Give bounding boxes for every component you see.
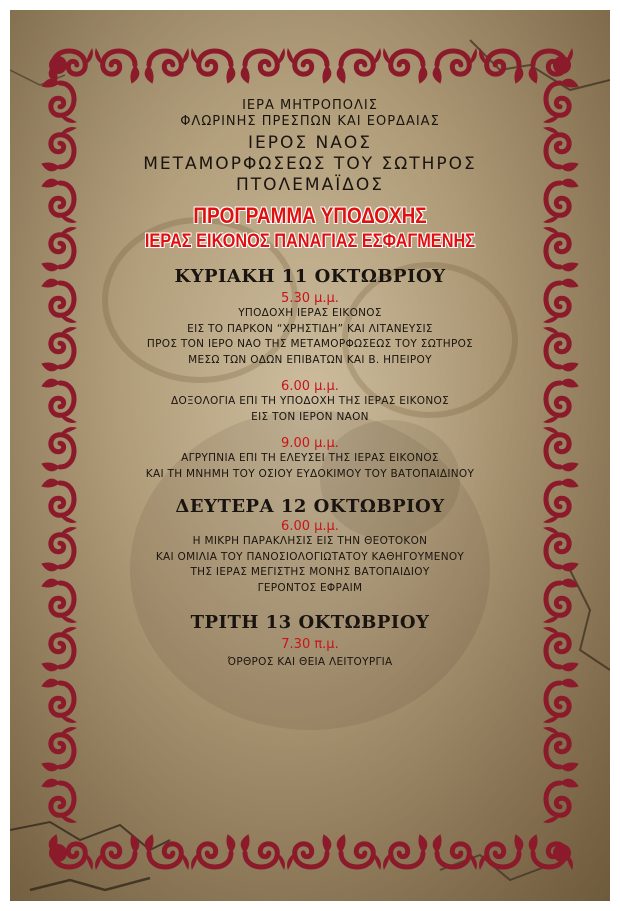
corner-rosette — [553, 56, 571, 74]
scroll-ornament — [41, 179, 77, 223]
church-line-1: ΙΕΡΟΣ ΝΑΟΣ — [247, 133, 372, 153]
event-time: 9.00 μ.μ. — [281, 436, 339, 451]
scroll-ornament — [337, 48, 381, 84]
scroll-ornament — [543, 527, 579, 571]
day-title: ΚΥΡΙΑΚΗ 11 ΟΚΤΩΒΡΙΟΥ — [174, 266, 446, 287]
scroll-ornament — [145, 48, 189, 84]
corner-rosette — [553, 844, 571, 862]
scroll-ornament — [241, 834, 285, 870]
scroll-ornament — [543, 79, 579, 123]
scroll-ornament — [543, 127, 579, 171]
event-time: 7.30 π.μ. — [281, 637, 339, 652]
event-line: ΚΑΙ ΟΜΙΛΙΑ ΤΟΥ ΠΑΝΟΣΙΟΛΟΓΙΩΤΑΤΟΥ ΚΑΘΗΓΟΥΜΕΝΟΥ — [155, 550, 465, 563]
scroll-ornament — [383, 48, 427, 84]
event-line: ΕΙΣ ΤΟ ΠΑΡΚΟΝ “ΧΡΗΣΤΙΔΗ” ΚΑΙ ΛΙΤΑΝΕΥΣΙΣ — [187, 322, 433, 335]
event-line: ΌΡΘΡΟΣ ΚΑΙ ΘΕΙΑ ΛΕΙΤΟΥΡΓΙΑ — [227, 656, 393, 668]
event-line: ΔΟΞΟΛΟΓΙΑ ΕΠΙ ΤΗ ΥΠΟΔΟΧΗ ΤΗΣ ΙΕΡΑΣ ΕΙΚΟΝΟΣ — [170, 395, 450, 407]
event-line: ΥΠΟΔΟΧΗ ΙΕΡΑΣ ΕΙΚΟΝΟΣ — [238, 307, 382, 319]
scroll-ornament — [41, 679, 77, 723]
scroll-ornament — [41, 479, 77, 523]
corner-rosette — [49, 56, 67, 74]
event-line: ΠΡΟΣ ΤΟΝ ΙΕΡΟ ΝΑΟ ΤΗΣ ΜΕΤΑΜΟΡΦΩΣΕΩΣ ΤΟΥ ΣΩΤΗΡΟΣ — [146, 338, 474, 350]
event-line: ΑΓΡΥΠΝΙΑ ΕΠΙ ΤΗ ΕΛΕΥΣΕΙ ΤΗΣ ΙΕΡΑΣ ΕΙΚΟΝΟΣ — [181, 452, 439, 464]
scroll-ornament — [41, 279, 77, 323]
scroll-ornament — [41, 227, 77, 271]
scroll-ornament — [543, 679, 579, 723]
scroll-ornament — [41, 579, 77, 623]
scroll-ornament — [41, 627, 77, 671]
event-line: Η ΜΙΚΡΗ ΠΑΡΑΚΛΗΣΙΣ ΕΙΣ ΤΗΝ ΘΕΟΤΟΚΟΝ — [192, 535, 428, 547]
scroll-ornament — [41, 779, 77, 823]
scroll-ornament — [241, 48, 285, 84]
event-time: 5.30 μ.μ. — [281, 291, 339, 306]
scroll-ornament — [543, 727, 579, 771]
poster-content — [105, 98, 515, 671]
program-subtitle: ΙΕΡΑΣ ΕΙΚΟΝΟΣ ΠΑΝΑΓΙΑΣ ΕΣΦΑΓΜΕΝΗΣ — [144, 231, 476, 252]
event-time: 6.00 μ.μ. — [281, 519, 339, 534]
scroll-ornament — [145, 834, 189, 870]
scroll-ornament — [41, 527, 77, 571]
scroll-ornament — [433, 834, 477, 870]
scroll-ornament — [543, 327, 579, 371]
scroll-ornament — [41, 327, 77, 371]
program-title: ΠΡΟΓΡΑΜΜΑ ΥΠΟΔΟΧΗΣ — [193, 203, 427, 228]
scroll-ornament — [41, 127, 77, 171]
scroll-ornament — [191, 48, 235, 84]
day-title: ΤΡΙΤΗ 13 ΟΚΤΩΒΡΙΟΥ — [190, 612, 430, 633]
scroll-ornament — [543, 179, 579, 223]
event-line: ΓΕΡΟΝΤΟΣ ΕΦΡΑΙΜ — [257, 581, 363, 594]
scroll-ornament — [543, 427, 579, 471]
metropolis-line-1: ΙΕΡΑ ΜΗΤΡΟΠΟΛΙΣ — [242, 98, 378, 113]
scroll-ornament — [337, 834, 381, 870]
scroll-ornament — [41, 379, 77, 423]
scroll-ornament — [433, 48, 477, 84]
event-line: ΤΗΣ ΙΕΡΑΣ ΜΕΓΙΣΤΗΣ ΜΟΝΗΣ ΒΑΤΟΠΑΙΔΙΟΥ — [190, 566, 430, 578]
poster — [10, 10, 610, 901]
scroll-ornament — [191, 834, 235, 870]
metropolis-line-2: ΦΛΩΡΙΝΗΣ ΠΡΕΣΠΩΝ ΚΑΙ ΕΟΡΔΑΙΑΣ — [180, 114, 440, 129]
church-line-2: ΜΕΤΑΜΟΡΦΩΣΕΩΣ ΤΟΥ ΣΩΤΗΡΟΣ — [143, 154, 477, 174]
scroll-ornament — [543, 579, 579, 623]
scroll-ornament — [41, 727, 77, 771]
church-line-3: ΠΤΟΛΕΜΑΪΔΟΣ — [236, 175, 384, 195]
scroll-ornament — [41, 79, 77, 123]
scroll-ornament — [479, 834, 523, 870]
event-line: ΜΕΣΩ ΤΩΝ ΟΔΩΝ ΕΠΙΒΑΤΩΝ ΚΑΙ Β. ΗΠΕΙΡΟΥ — [188, 353, 432, 366]
scroll-ornament — [543, 379, 579, 423]
event-time: 6.00 μ.μ. — [281, 379, 339, 394]
scroll-ornament — [41, 427, 77, 471]
scroll-ornament — [287, 834, 331, 870]
scroll-ornament — [543, 627, 579, 671]
scroll-ornament — [543, 279, 579, 323]
scroll-ornament — [543, 779, 579, 823]
scroll-ornament — [383, 834, 427, 870]
scroll-ornament — [543, 479, 579, 523]
scroll-ornament — [95, 834, 139, 870]
event-line: ΚΑΙ ΤΗ ΜΝΗΜΗ ΤΟΥ ΟΣΙΟΥ ΕΥΔΟΚΙΜΟΥ ΤΟΥ ΒΑΤΟΠΑΙΔΙΝΟΥ — [145, 467, 475, 480]
scroll-ornament — [95, 48, 139, 84]
day-title: ΔΕΥΤΕΡΑ 12 ΟΚΤΩΒΡΙΟΥ — [175, 496, 445, 517]
scroll-ornament — [543, 227, 579, 271]
scroll-ornament — [287, 48, 331, 84]
event-line: ΕΙΣ ΤΟΝ ΙΕΡΟΝ ΝΑΟΝ — [251, 410, 369, 423]
scroll-ornament — [479, 48, 523, 84]
corner-rosette — [49, 844, 67, 862]
